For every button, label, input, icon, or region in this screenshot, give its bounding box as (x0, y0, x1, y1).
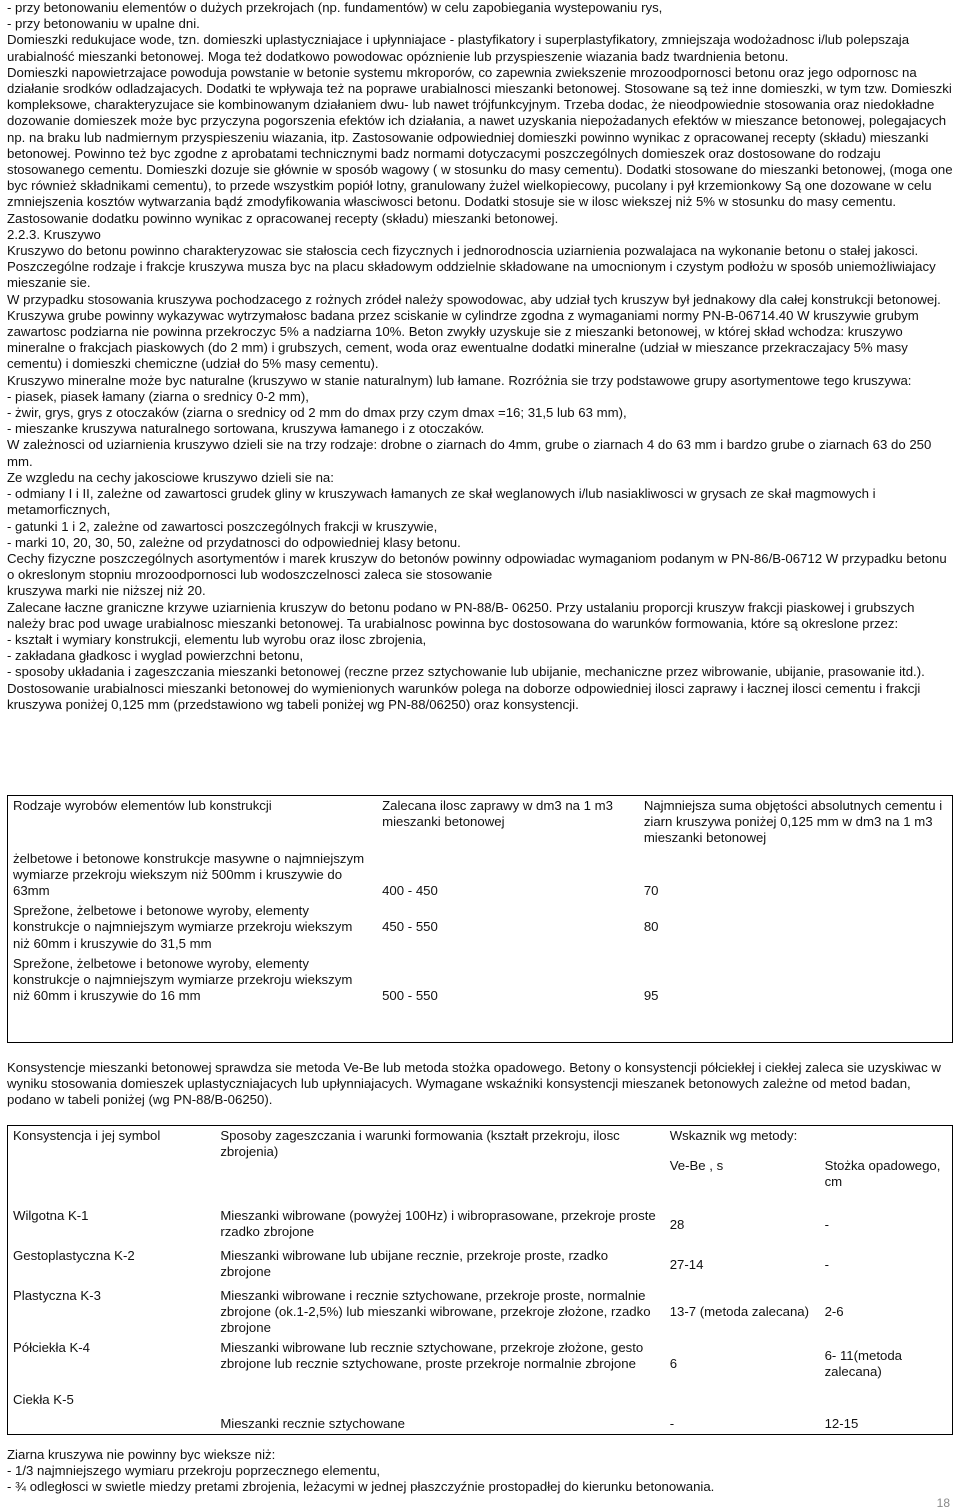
table-header-cell: Konsystencja i jej symbol (13, 1128, 161, 1143)
paragraph: W zależnosci od uziarnienia kruszywo dzieli sie na trzy rodzaje: drobne o ziarnach do 4mm, grube o ziarnach 4 do 63 mm i bardzo grube o ziarnach 63 do 250 mm. (7, 437, 932, 469)
list-item: - piasek, piasek łamany (ziarna o srednicy 0-2 mm), (7, 388, 309, 404)
paragraph: - przy betonowaniu w upalne dni. (7, 16, 200, 32)
table-cell: Wilgotna K-1 (13, 1207, 89, 1223)
list-item: - ¾ odległosci w swietle miedzy pretami zbrojenia, leżacymi w jednej płaszczyźnie prostopadłej do kierunku betonowania. (7, 1479, 715, 1495)
table-cell: 400 - 450 (382, 883, 438, 899)
table-cell: żelbetowe i betonowe konstrukcje masywne o najmniejszym wymiarze przekroju wiekszym niż 500mm i kruszywie do 63mm (13, 850, 365, 899)
table-header-cell: Stożka opadowego, cm (824, 1157, 941, 1189)
table-header-cell: Sposoby zageszczania i warunki formowania (kształt przekroju, ilosc zbrojenia) (220, 1128, 620, 1160)
list-item: - sposoby układania i zageszczania mieszanki betonowej (reczne przez sztychowanie lub ubijanie, mechaniczne przez wibrowanie, ubijanie, prasowanie itd.). (7, 664, 925, 680)
list-item: - 1/3 najmniejszego wymiaru przekroju poprzecznego elementu, (7, 1463, 381, 1479)
paragraph: Ze wzgledu na cechy jakosciowe kruszywo dzieli sie na: (7, 469, 334, 485)
table-cell: 70 (643, 883, 659, 899)
table-cell-value: 95 (643, 987, 659, 1003)
table-header-cell: Rodzaje wyrobów elementów lub konstrukcji (13, 798, 272, 813)
paragraph: Dostosowanie urabialnosci mieszanki betonowej do wymienionych warunków polega na doborze odpowiedniej ilosci zaprawy i łacznej ilosci cementu i frakcji kruszywa poniżej 0,125 mm (przedstawiono wg tabeli poniżej wg PN-88/06250) oraz konsystencji. (7, 680, 921, 712)
paragraph: - przy betonowaniu elementów o dużych przekrojach (np. fundamentów) w celu zapobiegania wystepowaniu rys, (7, 0, 663, 15)
footer-notes (7, 1447, 953, 1496)
table-cell: Gestoplastyczna K-2 (13, 1247, 135, 1263)
list-item: - mieszanke kruszywa naturalnego sortowana, kruszywa łamanego i z otoczaków. (7, 421, 485, 437)
paragraph: kruszywa marki nie niższej niż 20. (7, 583, 206, 599)
table-header-cell: Zalecana ilosc zaprawy w dm3 na 1 m3 mieszanki betonowej (382, 798, 613, 830)
table-cell: Sprežone, żelbetowe i betonowe wyroby, elementy konstrukcje o najmniejszym wymiarze przekroju wiekszym niż 60mm i kruszywie do 16 mm (13, 955, 353, 1004)
paragraph: Zalecane łaczne graniczne krzywe uziarnienia kruszyw do betonu podano w PN-88/B- 06250. Przy ustalaniu proporcji kruszyw frakcji piaskowej i grubszych należy brac pod uwage urabialnosc mieszanki betonowej. Ta urabialnosc powinna byc dostosowana do warunków formowania, które są okreslone przez: (7, 599, 915, 631)
table-cell: Sprežone, żelbetowe i betonowe wyroby, elementy konstrukcje o najmniejszym wymiarze przekroju wiekszym niż 60mm i kruszywie do 31,5 mm (13, 903, 353, 951)
table-cell: 12-15 (824, 1415, 859, 1431)
list-item: - gatunki 1 i 2, zależne od zawartosci poszczególnych frakcji w kruszywie, (7, 518, 438, 534)
table-cell: Ciekła K-5 (13, 1392, 74, 1408)
consistency-table (7, 1125, 953, 1435)
table-cell: 28 (669, 1217, 685, 1233)
list-item: - marki 10, 20, 30, 50, zależne od przydatnosci do odpowiedniej klasy betonu. (7, 534, 461, 550)
table-cell: 27-14 (669, 1257, 704, 1273)
mortar-table (7, 795, 953, 1043)
table-cell: Mieszanki wibrowane lub ubijane recznie, przekroje proste, rzadko zbrojone (220, 1247, 609, 1279)
paragraph: W przypadku stosowania kruszywa pochodzacego z rożnych zródeł należy spowodowac, aby udział tych kruszyw był jednakowy dla całej konstrukcji betonowej. Kruszywa grube powinny wykazywac wytrzymałosc badana przez sciskanie w cylindrze zgodna z wymaganiami normy PN-B-06714.40 W kruszywie grubym zawartosc podziarna nie powinna przekroczyc 5% a nadziarna 10%. Beton zwykły uzyskuje sie z mieszanki betonowej, w której skład wchodza: kruszywo mineralne o frakcjach piaskowych (do 2 mm) i grubszych, cement, woda oraz ewentualne dodatki mineralne (udział w mieszance przekraczajacy 5% masy cementu) i domieszki chemiczne (udział do 5% masy cementu). (7, 291, 941, 372)
consistency-intro (7, 1060, 953, 1109)
table-cell: Półciekła K-4 (13, 1340, 90, 1356)
table-cell: Mieszanki wibrowane lub recznie sztychowane, przekroje złożone, gesto zbrojone lub recznie sztychowane, proste przekroje normalnie zbrojone (220, 1340, 644, 1372)
paragraph: Ziarna kruszywa nie powinny byc wieksze niż: (7, 1447, 276, 1462)
list-item: - zakładana gładkosc i wyglad powierzchni betonu, (7, 648, 304, 664)
paragraph: Cechy fizyczne poszczególnych asortymentów i marek kruszyw do betonów powinny odpowiadac wymaganiom podanym w PN-86/B-06712 W przypadku betonu o okreslonym stopniu mrozoodpornosci lub wodoszczelnosci zaleca sie stosowanie (7, 550, 947, 583)
table-cell: 6 (669, 1356, 678, 1371)
table-cell (639, 954, 953, 1043)
document-body (7, 0, 953, 713)
paragraph: Kruszywo do betonu powinno charakteryzowac sie stałoscia cech fizycznych i jednorodnoscia uziarnienia pozwalajaca na wykonanie betonu o stałej jakosci. Poszczególne rodzaje i frakcje kruszywa musza byc na placu składowym oddzielnie składowane na umocnionym i czystym podłożu w sposób uniemożliwiajacy mieszanie sie. (7, 243, 936, 291)
table-header-cell: Wskaznik wg metody: (669, 1128, 798, 1143)
list-item: - żwir, grys, grys z otoczaków (ziarna o srednicy od 2 mm do dmax przy czym dmax =16; 31,5 lub 63 mm), (7, 405, 627, 421)
table-cell: Mieszanki wibrowane (powyżej 100Hz) i wibroprasowane, przekroje proste rzadko zbrojone (220, 1207, 656, 1239)
list-item: - kształt i wymiary konstrukcji, elementu lub wyrobu oraz ilosc zbrojenia, (7, 631, 427, 647)
table-cell: - (824, 1217, 829, 1233)
table-cell: Mieszanki recznie sztychowane (220, 1415, 406, 1431)
table-cell (377, 954, 639, 1043)
table-header-cell: Ve-Be , s (669, 1157, 724, 1173)
paragraph: Domieszki napowietrzajace powoduja powstanie w betonie systemu mkroporów, co zapewnia zwiekszenie mrozoodpornosci betonu oraz jego odpornosc na działanie srodków odladzajacych. Dodatki te wpływaja też na poprawe urabialnosci mieszanki betonowej. Stosowane są też inne domieszki, w tym tzw. Domieszki kompleksowe, charakteryzujace sie kombinowanym działaniem dwu- lub nawet trójfunkcyjnym. Trzeba dodac, że nieodpowiednie stosowania oraz niedokładne dozowanie domieszek może byc przyczyna pogorszenia efektów ich działania, a nawet uzyskania niepożadanych efektów w mieszance betonowej, polegajacych np. na braku lub nadmiernym przyspieszeniu wiazania, itp. Zastosowanie odpowiedniej domieszki powinno wynikac z opracowanej recepty (składu) mieszanki betonowej. Powinno też byc zgodne z aprobatami technicznymi badz normami dotyczacymi poszczególnych domieszek oraz dostosowane do rodzaju stosowanego cementu. Domieszki dozuje sie głównie w sposób wagowy ( w stosunku do masy cementu). Dodatki stosowane do mieszanki betonowej, (moga one byc również składnikami cementu), to przede wszystkim popiół lotny, granulowany żużel wielkopiecowy, pucolany i pył krzemionkowy Są one dozowane w celu zmniejszenia kosztów wytwarzania bądź zmodyfikowania własciwosci betonu. Dodatki stosuje sie w ilosc wiekszej niż 5% w stosunku do masy cementu. Zastosowanie dodatku powinno wynikac z opracowanej recepty (składu) mieszanki betonowej. (7, 64, 953, 226)
section-heading: 2.2.3. Kruszywo (7, 226, 101, 242)
table-cell: 450 - 550 (382, 919, 438, 935)
table-cell: 6- 11(metoda zalecana) (824, 1347, 903, 1380)
table-cell: Plastyczna K-3 (13, 1287, 101, 1303)
table-header-cell: Najmniejsza suma objętości absolutnych cementu i ziarn kruszywa poniżej 0,125 mm w dm3 na 1 m3 mieszanki betonowej (643, 798, 943, 846)
paragraph: Konsystencje mieszanki betonowej sprawdza sie metoda Ve-Be lub metoda stożka opadowego. Betony o konsystencji półciekłej i ciekłej zaleca sie uzyskiwac w wyniku stosowania domieszek uplastyczniajacych lub upłynniajacych. Wymagane wskaźniki konsystencji mieszanek betonowych zależne od metod badan, podano w tabeli poniżej (wg PN-88/B-06250). (7, 1060, 941, 1108)
list-item: - odmiany I i II, zależne od zawartosci grudek gliny w kruszywach łamanych ze skał weglanowych i/lub nasiakliwosci w grysach ze skał magmowych i metamorficznych, (7, 486, 876, 518)
page-number: 18 (936, 1496, 950, 1510)
table-cell: Mieszanki wibrowane i recznie sztychowane, przekroje proste, normalnie zbrojone (ok.1-2,5%) lub mieszanki wibrowane, przekroje złożone, rzadko zbrojone (220, 1287, 651, 1335)
table-cell: 13-7 (metoda zalecana) (669, 1303, 809, 1319)
table-cell-value: 500 - 550 (382, 987, 438, 1003)
paragraph: Domieszki redukujace wode, tzn. domieszki uplastyczniajace i upłynniajace - plastyfikatory i superplastyfikatory, zmniejszaja wodożadnosc i/lub polepszaja urabialność mieszanki betonowej. Moga też dodatkowo powodowac opóznienie lub przyspieszenie wiazania badz twardnienia betonu. (7, 32, 910, 64)
table-cell: - (824, 1257, 829, 1273)
table-cell: 80 (643, 919, 659, 935)
table-cell: 2-6 (824, 1303, 844, 1319)
table-cell: - (669, 1415, 675, 1431)
paragraph: Kruszywo mineralne może byc naturalne (kruszywo w stanie naturalnym) lub łamane. Rozróżnia sie trzy podstawowe grupy asortymentowe tego kruszywa: (7, 372, 912, 388)
